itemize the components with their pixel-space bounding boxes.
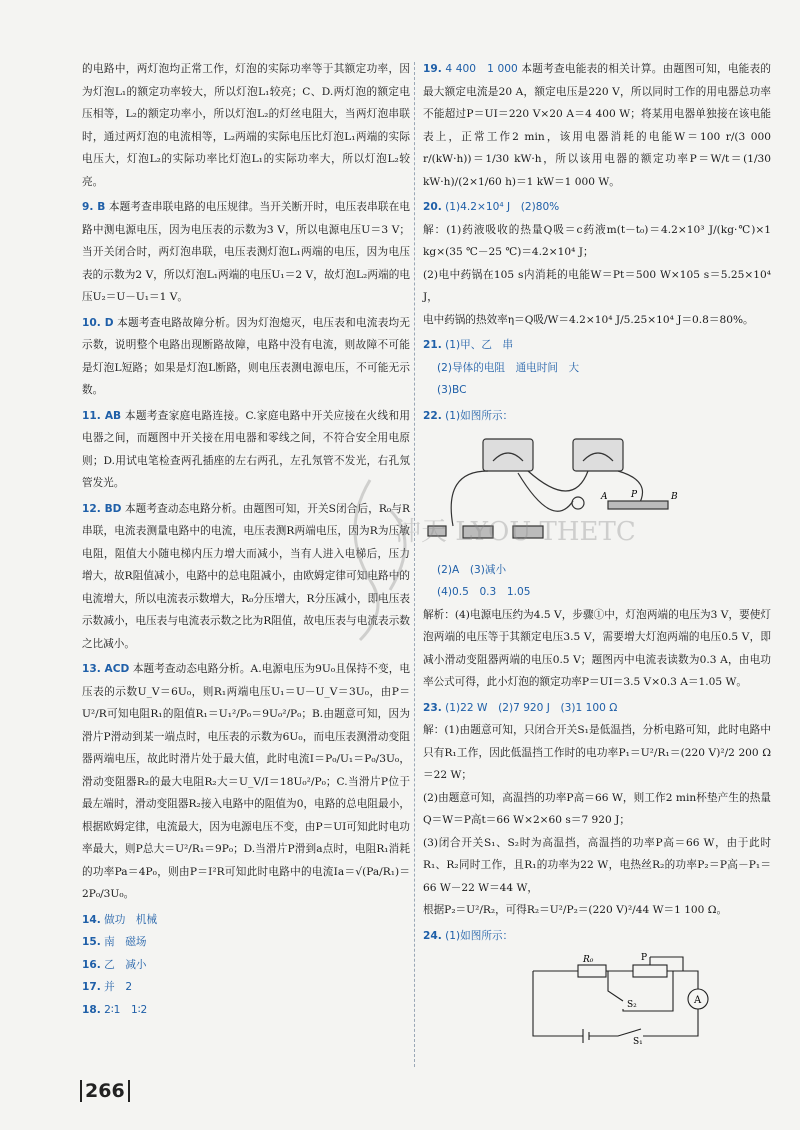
answer-14-number: 14. bbox=[82, 913, 101, 926]
answer-15-number: 15. bbox=[82, 936, 101, 948]
answer-21-number: 21. bbox=[423, 339, 442, 351]
fig22-label-p: P bbox=[631, 490, 638, 500]
bulb bbox=[572, 497, 584, 509]
answer-18-text: 2∶1 1∶2 bbox=[104, 1003, 148, 1016]
watermark-stroke-1 bbox=[355, 480, 378, 640]
fig24-label-ammeter: A bbox=[694, 995, 702, 1006]
wire-4 bbox=[518, 473, 573, 511]
fig24-label-r0: R₀ bbox=[583, 955, 594, 965]
answer-23-answer: (1)22 W (2)7 920 J (3)1 100 Ω bbox=[445, 701, 618, 714]
answer-23-number: 23. bbox=[423, 701, 442, 714]
resistor-r0 bbox=[578, 965, 606, 977]
answer-12-text: 本题考查动态电路分析。由题图可知，开关S闭合后，R₀与R串联，电流表测量电路中的电流，电压表测R两端电压，因为R为压敏电阻，阻值大小随电梯内压力增大而减小，当有人进入电梯后，压力增大，故R阻值减小，电路中的总电阻减小，由欧姆定律可知电路中的电流增大，所以电流表示数增大，R₀分压增大，R分压减小，即电压表示数减小，电压表与电流表示数之比为R阻值，故电压表与电流表示数之比减小。 bbox=[82, 502, 410, 650]
answer-14-text: 做功 机械 bbox=[104, 913, 158, 926]
answer-21-part-2: (2)导体的电阻 通电时间 大 bbox=[437, 361, 580, 374]
answer-15 bbox=[82, 931, 410, 954]
answer-13 bbox=[82, 658, 410, 906]
answer-17-text: 并 2 bbox=[104, 981, 133, 993]
answer-24 bbox=[423, 925, 771, 1059]
wire-2 bbox=[528, 471, 588, 491]
answer-19-text: 本题考查电能表的相关计算。由题图可知，电能表的最大额定电流是20 A，额定电压是220 V，所以同时工作的用电器总功率不能超过P＝UI＝220 V×20 A＝4 400 W；将某用电器单独接在该电能表上，正常工作2 min，该用电器消耗的电能W＝100 r/(3 000 r/(kW·h))＝1/30 kW·h，所以该用电器的额定功率P＝W/t＝(1/30 kW·h)/(2×1/60 h)＝1 kW＝1 000 W。 bbox=[423, 63, 772, 188]
fig24-label-s1: S₁ bbox=[633, 1037, 643, 1047]
answer-20-line-1: 解：(1)药液吸收的热量Q吸＝c药液m(t－t₀)＝4.2×10³ J/(kg·℃)×1 kg×(35 ℃－25 ℃)＝4.2×10⁴ J； bbox=[423, 223, 771, 258]
answer-16 bbox=[82, 954, 410, 977]
answer-9 bbox=[82, 196, 410, 309]
answer-20-line-2: (2)电中药锅在105 s内消耗的电能W＝Pt＝500 W×105 s＝5.25×10⁴ J， bbox=[423, 268, 771, 303]
answer-21-part-1: (1)甲、乙 串 bbox=[445, 339, 514, 351]
fig24-label-p: P bbox=[641, 953, 648, 963]
meter-left bbox=[483, 439, 533, 471]
answer-19 bbox=[423, 58, 771, 193]
answer-23-line-2: (2)由题意可知，高温挡的功率P高＝66 W，则工作2 min杯垫产生的热量Q＝W＝P高t＝66 W×2×60 s＝7 920 J； bbox=[423, 791, 771, 826]
circuit-figure-24 bbox=[523, 951, 723, 1046]
answer-20 bbox=[423, 196, 771, 331]
answer-20-line-3: 电中药锅的热效率η＝Q吸/W＝4.2×10⁴ J/5.25×10⁴ J＝0.8＝80%。 bbox=[423, 313, 754, 326]
answer-10 bbox=[82, 312, 410, 402]
answer-22-part-1: (1)如图所示： bbox=[445, 409, 514, 422]
answer-22-number: 22. bbox=[423, 409, 442, 422]
answer-24-number: 24. bbox=[423, 929, 442, 942]
rheostat bbox=[608, 501, 668, 509]
answer-22-part-3: (4)0.5 0.3 1.05 bbox=[437, 586, 531, 598]
fig22-label-a: A bbox=[601, 492, 608, 502]
answer-13-number: 13. ACD bbox=[82, 663, 130, 675]
answer-23-line-4: 根据P₂＝U²/R₂，可得R₂＝U²/P₂＝(220 V)²/44 W＝1 100 Ω。 bbox=[423, 904, 728, 916]
rheostat-p bbox=[633, 965, 667, 977]
answer-22-explain: 解析：(4)电源电压约为4.5 V，步骤①中，灯泡两端的电压为3 V，要使灯泡两端的电压等于其额定电压3.5 V，需要增大灯泡两端的电压0.5 V，即减小滑动变阻器两端的电压0.5 V；题图丙中电流表读数为0.3 A，由电功率公式可得，此小灯泡的额定功率P＝UI＝3.5 V×0.3 A＝1.05 W。 bbox=[423, 608, 771, 688]
answer-12-number: 12. BD bbox=[82, 502, 122, 515]
answer-21-part-3: (3)BC bbox=[437, 384, 467, 396]
answer-13-text: 本题考查动态电路分析。A.电源电压为9U₀且保持不变，电压表的示数U_V＝6U₀，则R₁两端电压U₁＝U－U_V＝3U₀，由P＝U²/R可知电阻R₁的阻值R₁＝U₁²/P₀＝9U₀²/P₀；B.由题意可知，因为滑片P滑动到某一端点时，电压表的示数为6U₀，而电压表测滑动变阻器两端电压，故此时滑片处于最大值，此时电流I＝P₀/U₁＝P₀/3U₀，滑动变阻器R₂的最大电阻R₂大＝U_V/I＝18U₀²/P₀；C.当滑片P位于最左端时，滑动变阻器R₂接入电路中的阻值为0，电路的总电阻最小，根据欧姆定律，电流最大，因为电源电压不变，由P＝UI可知此时电功率最大，则P总大＝U²/R₁＝9P₀；D.当滑片P滑到a点时，电阻R₁消耗的功率Pa＝4P₀，则由P＝I²R可知此时电路中的电流Ia＝√(Pa/R₁)＝2P₀/3U₀。 bbox=[82, 663, 410, 900]
answer-23-line-1: 解：(1)由题意可知，只闭合开关S₁是低温挡，分析电路可知，此时电路中只有R₁工作，因此低温挡工作时的电功率P₁＝U²/R₁＝(220 V)²/2 200 Ω＝22 W； bbox=[423, 724, 771, 781]
answer-16-text: 乙 减小 bbox=[104, 958, 147, 971]
answer-21 bbox=[423, 334, 771, 402]
watermark-text: 沖天 LYOU THETC bbox=[395, 517, 636, 547]
answer-24-part-1: (1)如图所示： bbox=[445, 929, 514, 942]
answer-9-number: 9. B bbox=[82, 201, 106, 213]
answer-18 bbox=[82, 999, 410, 1022]
answer-17-number: 17. bbox=[82, 981, 101, 993]
answer-11-text: 本题考查家庭电路连接。C.家庭电路中开关应接在火线和用电器之间，而题图中开关接在用电器和零线之间，不符合安全用电原则；D.用试电笔检查两孔插座的左右两孔，左孔氖管不发光，右孔氖管发光。 bbox=[82, 409, 411, 489]
answer-19-answer: 4 400 1 000 bbox=[445, 63, 518, 75]
left-continuation: 的电路中，两灯泡均正常工作，灯泡的实际功率等于其额定功率，因为灯泡L₁的额定功率较大，所以灯泡L₁较亮；C、D.两灯泡的额定电压相等，L₂的额定功率小，所以灯泡L₂的灯丝电阻大，当两灯泡串联时，通过两灯泡的电流相等，L₂两端的实际电压比灯泡L₁两端的实际电压大，灯泡L₂的实际功率比灯泡L₁的实际功率大，所以灯泡L₂较亮。 bbox=[82, 63, 410, 188]
answer-20-answer: (1)4.2×10⁴ J (2)80% bbox=[445, 201, 560, 213]
fig22-label-b: B bbox=[671, 492, 678, 502]
answer-20-number: 20. bbox=[423, 201, 442, 213]
answer-23 bbox=[423, 697, 771, 922]
answer-23-line-3: (3)闭合开关S₁、S₂时为高温挡，高温挡的功率P高＝66 W，由于此时R₁、R₂同时工作，且R₁的功率为22 W，电热丝R₂的功率P₂＝P高－P₁＝66 W－22 W＝44 W， bbox=[423, 836, 771, 894]
answer-10-text: 本题考查电路故障分析。因为灯泡熄灭，电压表和电流表均无示数，说明整个电路出现断路故障，电路中没有电流，则故障不可能是灯泡L短路；如果是灯泡L断路，则电压表测电源电压，不可能无示数。 bbox=[82, 316, 411, 396]
answer-16-number: 16. bbox=[82, 958, 101, 971]
battery bbox=[583, 1029, 589, 1043]
answer-11-number: 11. AB bbox=[82, 409, 122, 422]
answer-17 bbox=[82, 976, 410, 999]
wire-bottom-right bbox=[643, 1009, 698, 1036]
answer-9-text: 本题考查串联电路的电压规律。当开关断开时，电压表串联在电路中测电源电压，因为电压表的示数为3 V，所以电源电压U＝3 V；当开关闭合时，两灯泡串联，电压表测灯泡L₁两端的电压，因为电压表的示数为2 V，所以灯泡L₁两端的电压U₁＝2 V，故灯泡L₂两端的电压U₂＝U－U₁＝1 V。 bbox=[82, 201, 410, 303]
wire-left bbox=[533, 971, 583, 1036]
switch-s1 bbox=[589, 1029, 641, 1036]
answer-19-number: 19. bbox=[423, 63, 442, 75]
answer-18-number: 18. bbox=[82, 1003, 101, 1016]
answer-22-part-2: (2)A (3)减小 bbox=[437, 563, 507, 576]
meter-right bbox=[573, 439, 623, 471]
answer-14 bbox=[82, 909, 410, 932]
answer-15-text: 南 磁场 bbox=[104, 936, 147, 948]
page-number: 266 bbox=[80, 1080, 130, 1102]
fig24-label-s2: S₂ bbox=[627, 1000, 637, 1010]
answer-10-number: 10. D bbox=[82, 316, 114, 329]
wire-right bbox=[667, 971, 698, 989]
